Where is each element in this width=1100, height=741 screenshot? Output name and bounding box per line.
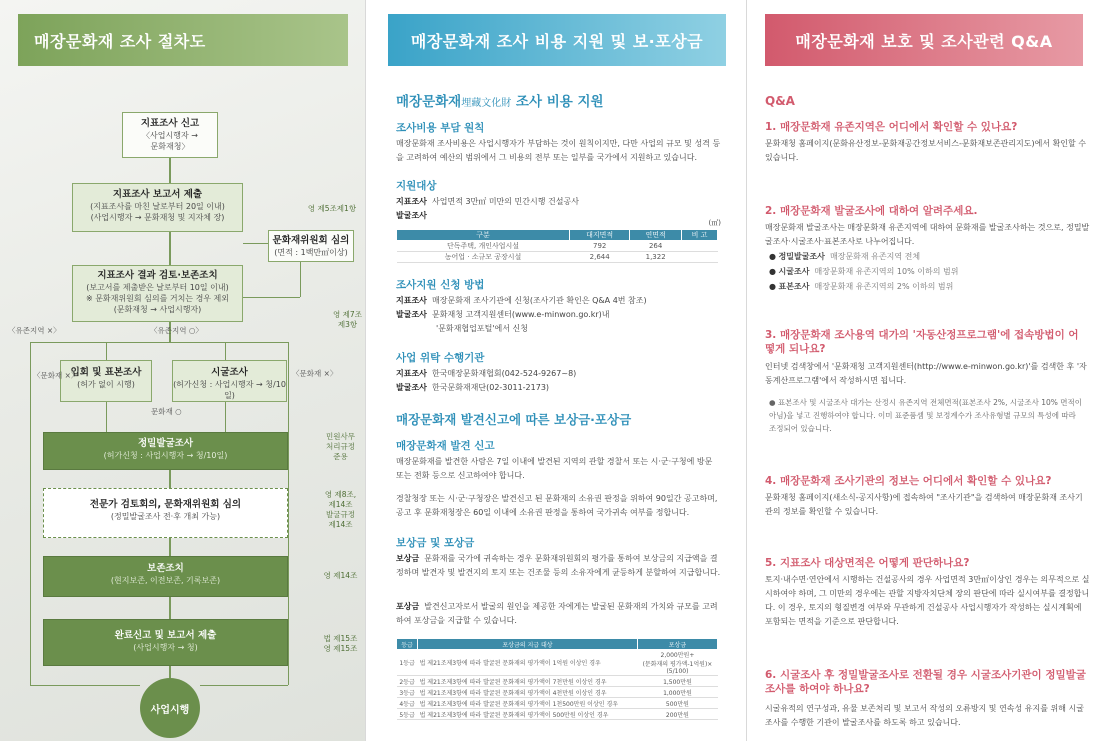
- agency-heading: 사업 위탁 수행기관: [396, 352, 485, 364]
- report-text-1: 매장문화재를 발견한 사람은 7일 이내에 발견된 지역의 관할 경찰서 또는 시·군·구청에 방문 또는 전화 등으로 신고하여야 합니다.: [396, 457, 713, 480]
- procedure-title: 매장문화재 조사 절차도: [18, 14, 348, 66]
- apply-excavation: 발굴조사 문화재청 고객지원센터(www.e-minwon.go.kr)내: [396, 310, 610, 319]
- answer-6: 시굴유적의 연구성과, 유물 보존처리 및 보고서 작성의 오류방지 및 연속성 유지를 위해 시굴조사를 수행한 기관이 발굴조사를 하도록 하고 있습니다.: [765, 704, 1084, 727]
- bullet-sample-survey: ● 표본조사 매장문화재 유존지역의 2% 이하의 범위: [769, 282, 954, 291]
- label-no-site: 〈유존지역 ×〉: [8, 326, 61, 335]
- target-survey: 지표조사 사업면적 3만㎡ 미만의 민간시행 건설공사: [396, 197, 579, 206]
- apply-excavation-2: '문화재협업포털'에서 신청: [436, 324, 528, 333]
- target-excavation: 발굴조사: [396, 211, 427, 220]
- question-6: 6. 시굴조사 후 정밀발굴조사로 전환될 경우 시굴조사기관이 정밀발굴조사를 하여야 하나요?: [765, 669, 1086, 695]
- support-cell: 농어업 · 소규모 공장시설: [397, 252, 570, 263]
- answer-5: 토지·내수면·연안에서 시행하는 건설공사의 경우 사업면적 3만㎡이상인 경우는 의무적으로 실시하여야 하며, 그 미만의 경우에는 관할 지방자치단체 장의 판단에 따라 실시여부를 결정합니다. 이 경우, 토지의 형질변경 여부와 무관하게 건설공사 사업시행자가 작성하는 실시계획에 포함되는 면적을 기준으로 판단합니다.: [765, 575, 1090, 626]
- bullet-trial-excavation: ● 시굴조사 매장문화재 유존지역의 10% 이하의 범위: [769, 267, 959, 276]
- law-ref-6: 법 제15조 영 제15조: [323, 634, 358, 653]
- reward-header-0: 등급: [397, 639, 418, 650]
- reward-cell: 4등급: [397, 698, 418, 709]
- support-cell: 2,644: [570, 252, 630, 263]
- reward-cell: 1,000만원: [637, 687, 717, 698]
- law-ref-5: 영 제14조: [323, 571, 358, 580]
- reward-cell: 법 제21조제3항에 따라 발굴된 문화재의 평가액이 4천만원 이상인 경우: [418, 687, 638, 698]
- reward-heading: 매장문화재 발견신고에 따른 보상금·포상금: [396, 412, 632, 427]
- table-row: [397, 252, 718, 263]
- answer-4: 문화재청 홈페이지(새소식-공지사항)에 접속하여 "조사기관"을 검색하여 매장문화재 조사기관의 정보를 확인할 수 있습니다.: [765, 493, 1083, 516]
- table-row: [397, 241, 718, 252]
- step-sample-survey: 입회 및 표본조사 (허가 없이 시행): [60, 360, 152, 402]
- question-4: 4. 매장문화재 조사기관의 정보는 어디에서 확인할 수 있나요?: [765, 475, 1052, 487]
- support-cell: 792: [570, 241, 630, 252]
- bonus-reward: 포상금 발견신고자로서 발굴의 원인을 제공한 자에게는 발굴된 문화재의 가치와 규모를 고려하여 포상금을 지급할 수 있습니다.: [396, 602, 718, 625]
- reward-header-1: 포상금의 지급 대상: [418, 639, 638, 650]
- report-heading: 매장문화재 발견 신고: [396, 440, 495, 452]
- agency-survey: 지표조사 한국매장문화재협회(042-524-9267~8): [396, 369, 577, 378]
- table-row: [397, 687, 718, 698]
- law-ref-4: 영 제8조, 제14조 발굴규정 제14조: [324, 490, 357, 529]
- reward-cell: 500만원: [637, 698, 717, 709]
- support-cell: [681, 252, 717, 263]
- bonus-heading: 보상금 및 포상금: [396, 537, 475, 549]
- law-ref-3: 민원사무 처리규정 준용: [326, 432, 355, 461]
- qa-label: Q&A: [765, 94, 795, 108]
- reward-cell: 5등급: [397, 709, 418, 720]
- answer-1: 문화재청 홈페이지(문화유산정보-문화재공간정보서비스-문화재보존관리지도)에서 확인할 수 있습니다.: [765, 139, 1087, 162]
- support-header-2: 연면적: [630, 230, 682, 241]
- support-cell: [681, 241, 717, 252]
- note-3: ● 표본조사 및 시굴조사 대가는 산정시 유존지역 전체면적(표본조사 2%, 시굴조사 10% 면적이 아님)을 넣고 진행하여야 합니다. 이미 표준품셈 및 보정계수가 조사유형별 규모의 특성에 따라 조정되어 있습니다.: [769, 398, 1082, 433]
- reward-cell: 2,000만원+ (문화재의 평가액-1억원)× (5/100): [637, 650, 717, 676]
- reward-cell: 법 제21조제3항에 따라 발굴된 문화재의 평가액이 1천500만원 이상인 경우: [418, 698, 638, 709]
- table-row: [397, 650, 718, 676]
- answer-3: 인터넷 검색창에서 '문화재청 고객지원센터(http://www.e-minwon.go.kr)'를 검색한 후 '자동계산프로그램'에서 작성하시면 됩니다.: [765, 362, 1087, 385]
- report-text-2: 경찰청장 또는 시·군·구청장은 발견신고 된 문화재의 소유권 판정을 위하여 90일간 공고하며, 공고 후 문화재청장은 60일 이내에 소유권 판정을 통하여 국가귀속 여부를 정합니다.: [396, 494, 718, 517]
- qa-banner: 매장문화재 보호 및 조사관련 Q&A: [765, 14, 1083, 66]
- support-header-0: 구분: [397, 230, 570, 241]
- support-header-3: 비 고: [681, 230, 717, 241]
- principle-text: 매장문화재 조사비용은 사업시행자가 부담하는 것이 원칙이지만, 다만 사업의 규모 및 성격 등을 고려하여 예산의 범위에서 그 비용의 전부 또는 일부를 국가에서 지원하고 있습니다.: [396, 139, 721, 162]
- apply-heading: 조사지원 신청 방법: [396, 279, 485, 291]
- support-cell: 264: [630, 241, 682, 252]
- label-artifact-found: 문화재 ○: [151, 407, 182, 416]
- reward-cell: 2등급: [397, 676, 418, 687]
- table-row: [397, 698, 718, 709]
- question-1: 1. 매장문화재 유존지역은 어디에서 확인할 수 있나요?: [765, 121, 1018, 133]
- reward-cell: 3등급: [397, 687, 418, 698]
- support-heading: 매장문화재埋藏文化財 조사 비용 지원: [396, 94, 604, 110]
- reward-cell: 1등급: [397, 650, 418, 676]
- support-header-1: 대지면적: [570, 230, 630, 241]
- agency-excavation: 발굴조사 한국문화재재단(02-3011-2173): [396, 383, 550, 392]
- law-ref-2: 영 제7조 제3항: [333, 310, 362, 329]
- label-site-exists: 〈유존지역 ○〉: [150, 326, 203, 335]
- support-table: [396, 229, 718, 263]
- step-full-excavation: 정밀발굴조사 (허가신청 : 사업시행자 → 청/10일): [43, 432, 288, 470]
- support-cell: 1,322: [630, 252, 682, 263]
- reward-cell: 1,500만원: [637, 676, 717, 687]
- reward-cell: 200만원: [637, 709, 717, 720]
- bullet-full-excavation: ● 정밀발굴조사 매장문화재 유존지역 전체: [769, 252, 921, 261]
- question-2: 2. 매장문화재 발굴조사에 대하여 알려주세요.: [765, 205, 978, 217]
- principle-heading: 조사비용 부담 원칙: [396, 122, 485, 134]
- cost-title: 매장문화재 조사 비용 지원 및 보·포상금: [388, 14, 726, 66]
- reward-header-2: 포상금: [637, 639, 717, 650]
- answer-2: 매장문화재 발굴조사는 매장문화재 유존지역에 대하여 문화재를 발굴조사하는 것으로, 정밀발굴조사·시굴조사·표본조사로 나누어집니다.: [765, 223, 1090, 246]
- apply-survey: 지표조사 매장문화재 조사기관에 신청(조사기관 확인은 Q&A 4번 참조): [396, 296, 647, 305]
- label-no-artifact-2: 〈문화재 ×〉: [292, 369, 338, 378]
- reward-cell: 법 제21조제3항에 따라 발굴된 문화재의 평가액이 500만원 이상인 경우: [418, 709, 638, 720]
- qa-panel: [747, 0, 1100, 741]
- unit-label: (㎡): [708, 219, 721, 227]
- step-trial-excavation: 시굴조사 (허가신청 : 사업시행자 → 청/10일): [172, 360, 287, 402]
- reward-table: [396, 638, 718, 720]
- law-ref-1: 영 제5조제1항: [307, 204, 357, 213]
- step-completion-report: 완료신고 및 보고서 제출 (사업시행자 → 청): [43, 619, 288, 666]
- reward-cell: 법 제21조제3항에 따라 발굴된 문화재의 평가액이 7천만원 이상인 경우: [418, 676, 638, 687]
- procedure-panel: [0, 0, 365, 741]
- table-row: [397, 676, 718, 687]
- support-cell: 단독주택, 개인사업시설: [397, 241, 570, 252]
- bonus-compensation: 보상금 문화재를 국가에 귀속하는 경우 문화재위원회의 평가를 통하여 보상금의 지급액을 결정하며 발견자 및 발견지의 토지 또는 건조물 등의 소유자에게 균등하게 분할하여 지급합니다.: [396, 554, 721, 577]
- step-expert-meeting: 전문가 검토회의, 문화재위원회 심의 (정밀발굴조사 전·후 개최 가능): [43, 488, 288, 538]
- table-row: [397, 709, 718, 720]
- project-start-node: 사업시행: [140, 678, 200, 738]
- question-5: 5. 지표조사 대상면적은 어떻게 판단하나요?: [765, 557, 970, 569]
- step-result-review: 지표조사 결과 검토·보존조치 (보고서를 제출받은 날로부터 10일 이내) ※ 문화재위원회 심의를 거치는 경우 제외 (문화재청 → 사업시행자): [72, 265, 243, 322]
- target-heading: 지원대상: [396, 180, 437, 192]
- reward-cell: 법 제21조제3항에 따라 발굴된 문화재의 평가액이 1억원 이상인 경우: [418, 650, 638, 676]
- label-no-artifact-1: 〈문화재 ×〉: [33, 371, 79, 380]
- cost-support-panel: [366, 0, 746, 741]
- step-committee-review: 문화재위원회 심의 (면적 : 1백만㎡이상): [268, 230, 354, 262]
- question-3: 3. 매장문화재 조사용역 대가의 '자동산정프로그램'에 접속방법이 어떻게 되나요?: [765, 329, 1079, 355]
- step-survey-report: 지표조사 신고 〈사업시행자 → 문화재청〉: [122, 112, 218, 158]
- step-preservation: 보존조치 (현지보존, 이전보존, 기록보존): [43, 556, 288, 597]
- step-report-submission: 지표조사 보고서 제출 (지표조사를 마친 날로부터 20일 이내) (사업시행자 → 문화재청 및 지자체 장): [72, 183, 243, 232]
